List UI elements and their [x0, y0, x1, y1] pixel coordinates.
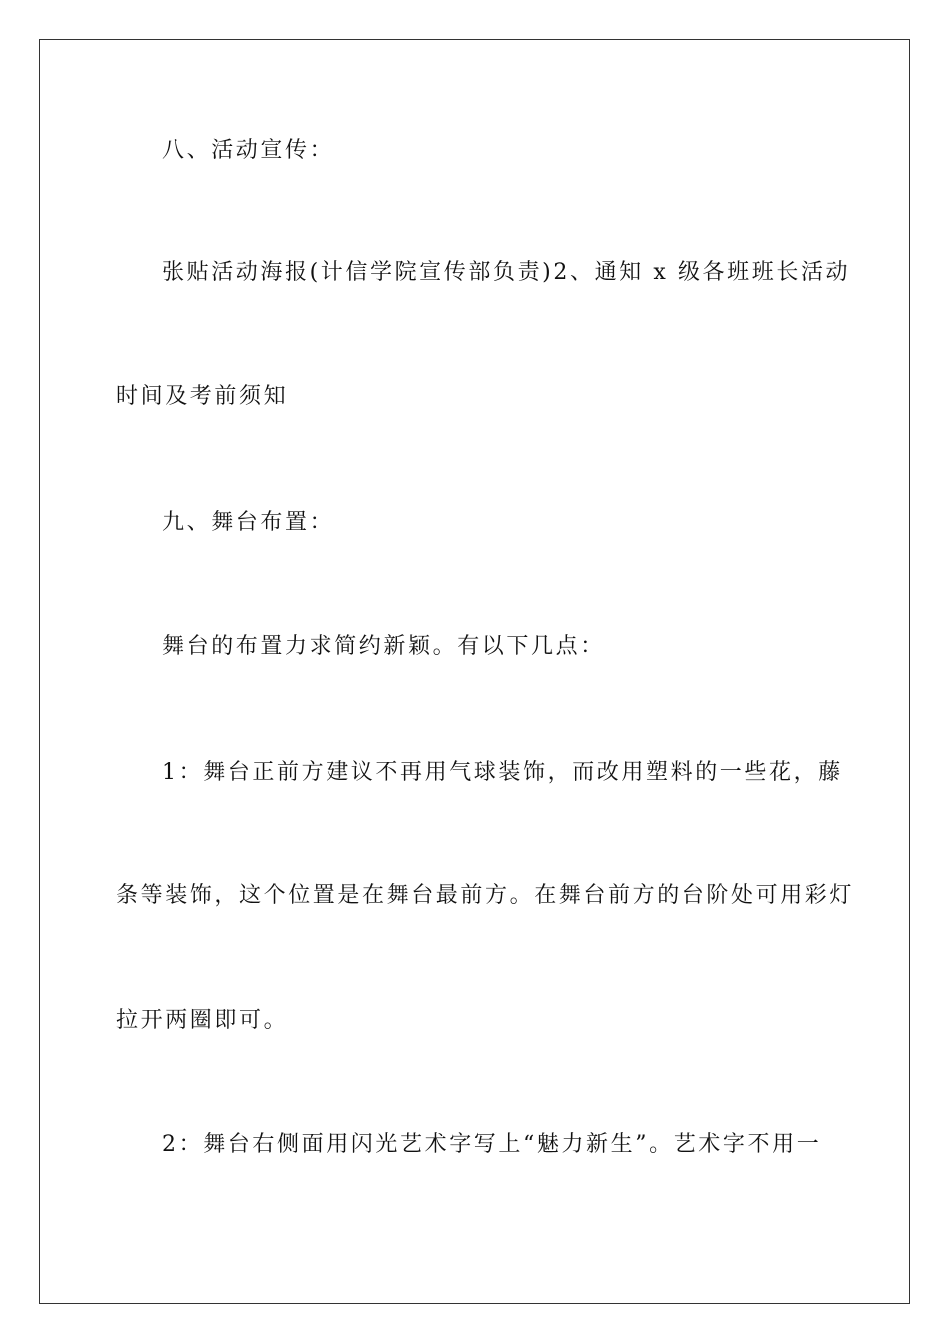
paragraph-line: 张贴活动海报(计信学院宣传部负责)2、通知 x 级各班班长活动: [162, 260, 851, 285]
paragraph-line: 1：舞台正前方建议不再用气球装饰，而改用塑料的一些花，藤: [162, 760, 843, 785]
paragraph-line: 舞台的布置力求简约新颖。有以下几点：: [162, 634, 605, 659]
paragraph-line: 时间及考前须知: [116, 384, 289, 409]
paragraph-line: 2：舞台右侧面用闪光艺术字写上“魅力新生”。艺术字不用一: [162, 1132, 822, 1157]
paragraph-line: 条等装饰，这个位置是在舞台最前方。在舞台前方的台阶处可用彩灯: [116, 883, 855, 908]
page-frame: [39, 39, 910, 1304]
paragraph-line: 拉开两圈即可。: [116, 1008, 289, 1033]
section-heading-stage: 九、舞台布置：: [162, 510, 335, 535]
section-heading-publicity: 八、活动宣传：: [162, 138, 335, 163]
